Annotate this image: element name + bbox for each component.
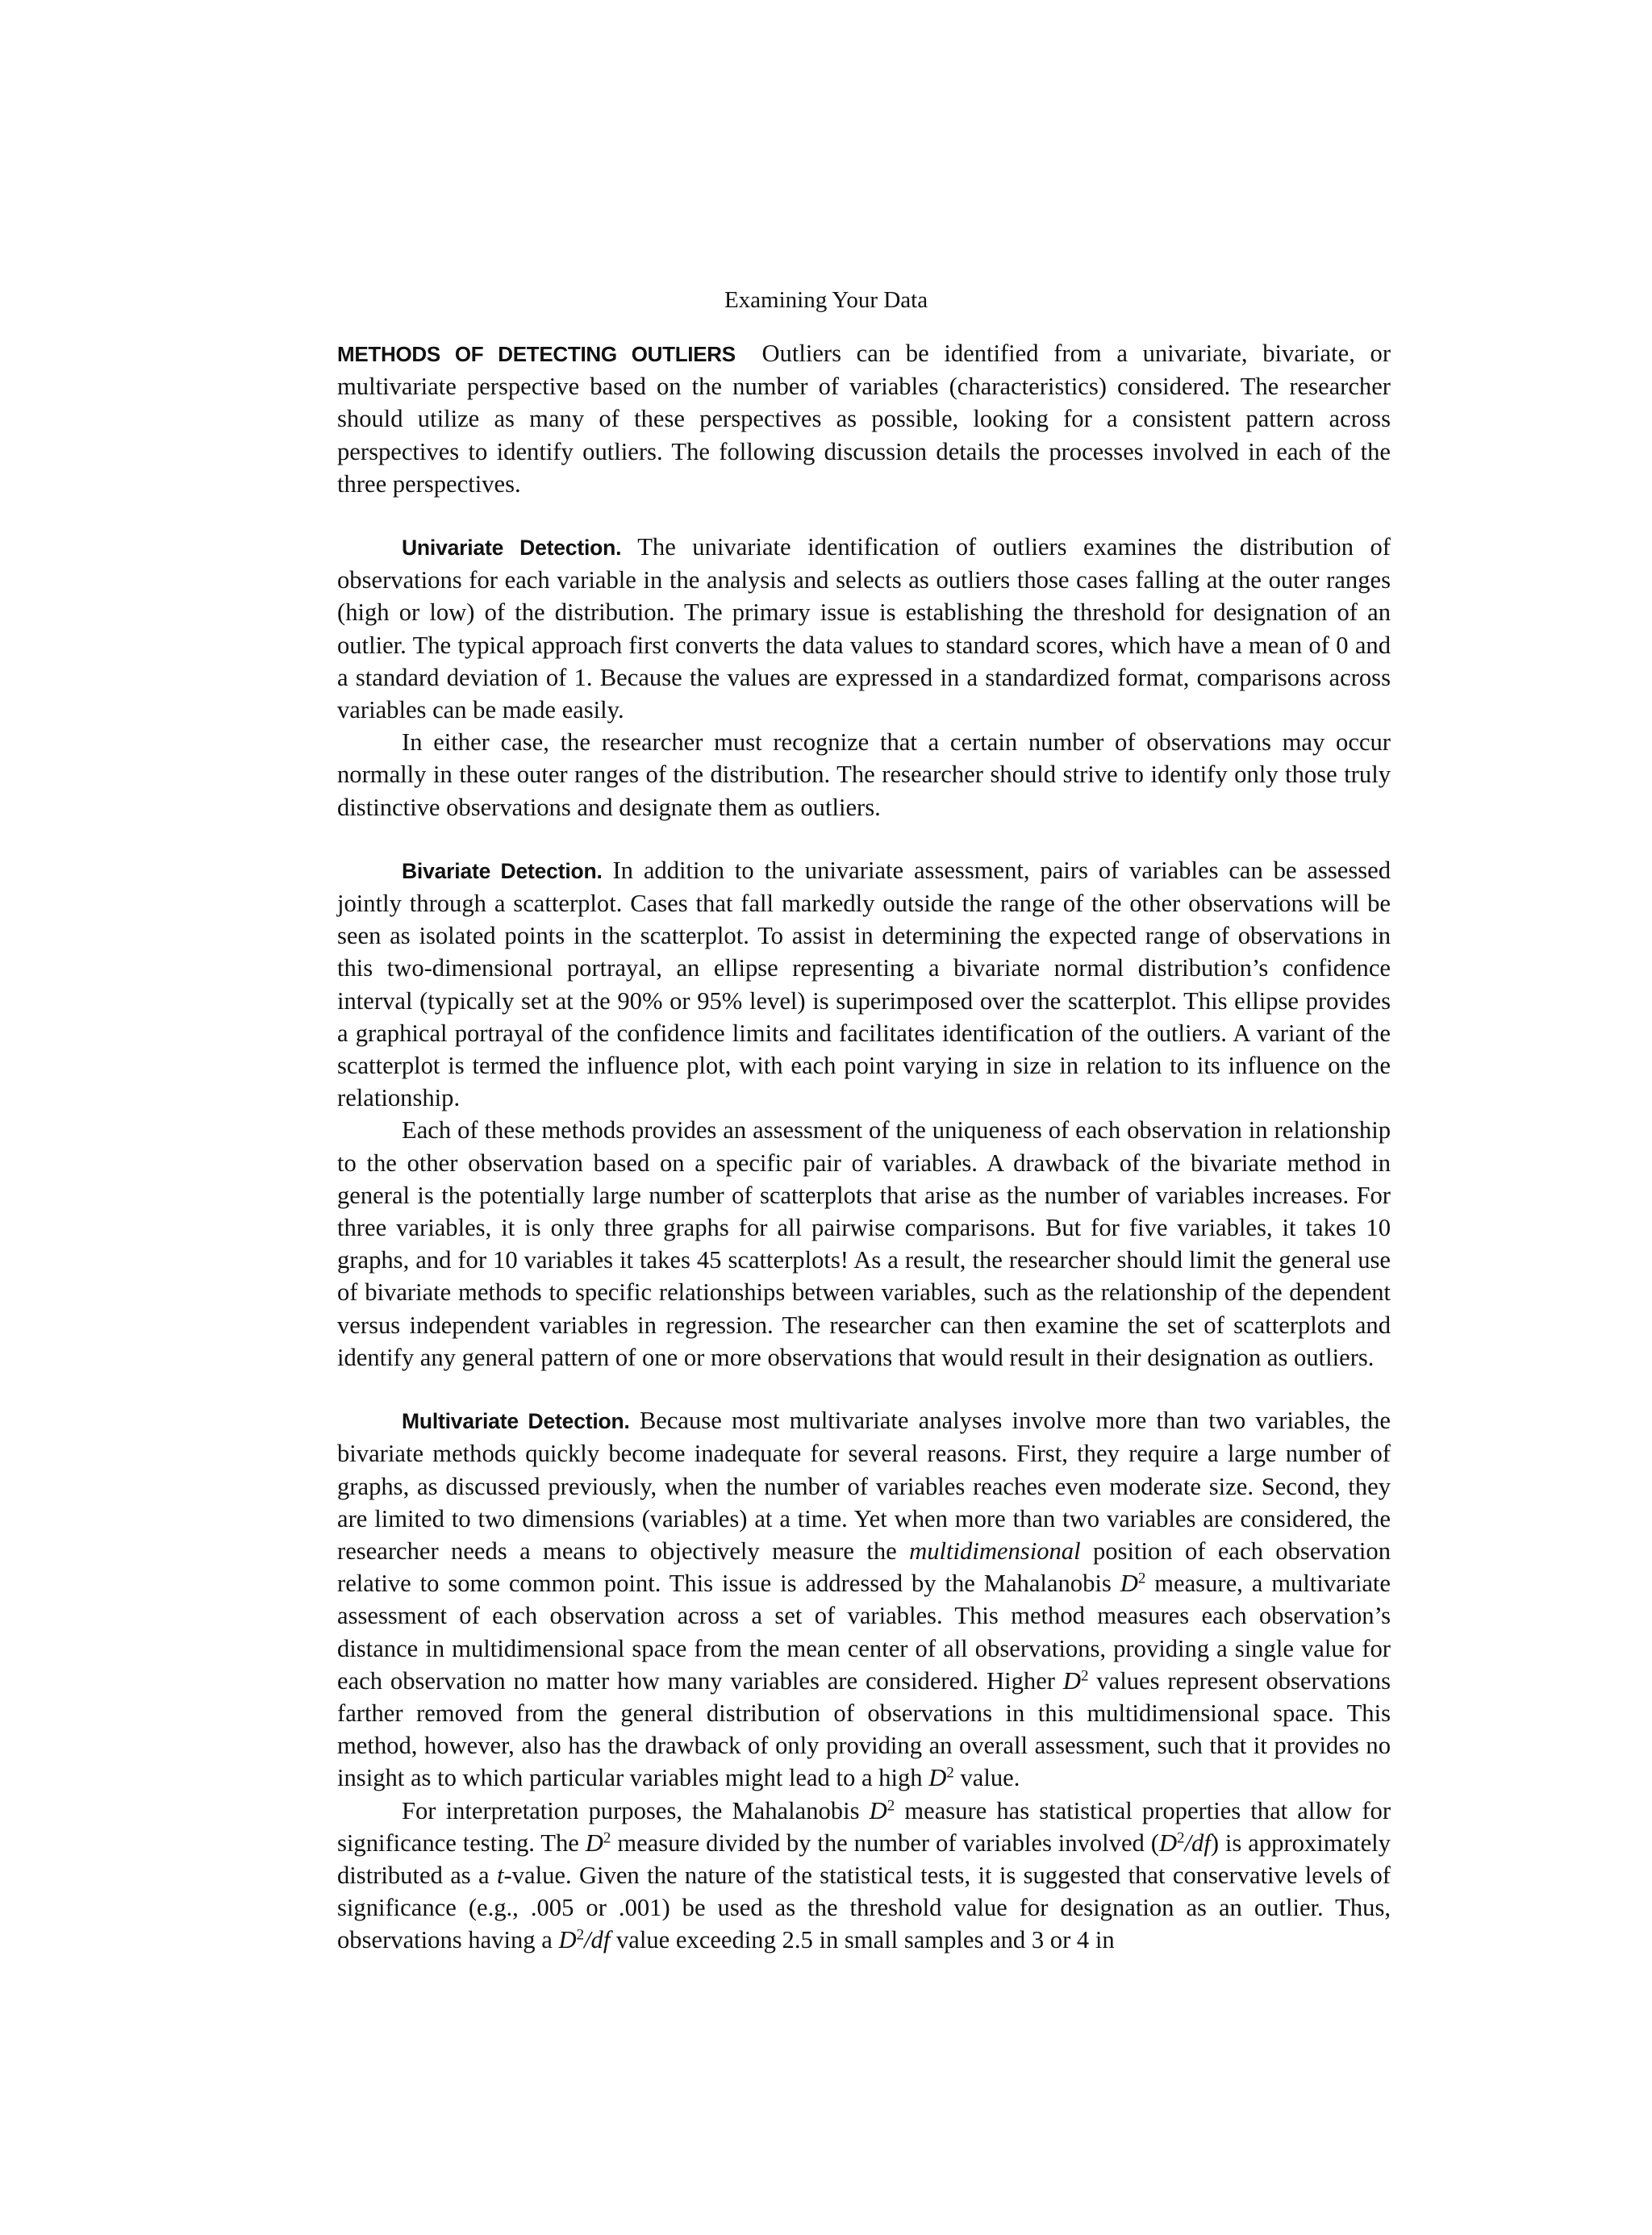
d-squared-exponent: 2 bbox=[1177, 1829, 1185, 1847]
multivariate-p2-text-a: For interpretation purposes, the Mahalanobis bbox=[402, 1796, 860, 1824]
d-squared-exponent: 2 bbox=[886, 1797, 895, 1815]
univariate-paragraph-1 bbox=[337, 531, 1391, 726]
multivariate-p2-text-f: value exceeding 2.5 in small samples and 3 or 4 in bbox=[616, 1926, 1115, 1954]
bivariate-paragraph-1 bbox=[337, 854, 1391, 1115]
subheading-bivariate: Bivariate Detection. bbox=[402, 858, 603, 883]
multivariate-text-c: measure, a multivariate assessment of each observation across a set of variables. This method measures each observation’s distance in multidimensional space from the mean center of all observations, providing a single value for each observation no matter how many variables are considered. Higher bbox=[337, 1570, 1391, 1695]
subheading-multivariate: Multivariate Detection. bbox=[402, 1409, 630, 1434]
d-squared-exponent: 2 bbox=[576, 1926, 585, 1944]
multivariate-p2-text-e: -value. Given the nature of the statistical tests, it is suggested that conservative levels of significance (e.g., .005 or .001) be used as the threshold value for designation as an outlier. Thus, observations having a bbox=[337, 1861, 1391, 1954]
d-squared-exponent: 2 bbox=[1080, 1667, 1089, 1685]
d-squared-exponent: 2 bbox=[1137, 1570, 1146, 1587]
df-symbol: /df bbox=[1184, 1828, 1211, 1857]
multivariate-p2-text-b: measure has statistical properties that allow for significance testing. The bbox=[337, 1796, 1391, 1857]
running-head: Examining Your Data bbox=[724, 287, 928, 313]
d-squared-symbol: D bbox=[1158, 1828, 1178, 1857]
multivariate-text-b: position of each observation relative to some common point. This issue is addressed by the Mahalanobis bbox=[337, 1537, 1391, 1598]
d-squared-exponent: 2 bbox=[946, 1764, 954, 1782]
multivariate-text-d: values represent observations farther removed from the general distribution of observations in this multidimensional space. This method, however, also has the drawback of only providing an overall assessment, such that it provides no insight as to which particular variables might lead to a high bbox=[337, 1666, 1391, 1792]
multivariate-p2-text-c: measure divided by the number of variables involved ( bbox=[617, 1828, 1159, 1857]
multivariate-paragraph-1 bbox=[337, 1404, 1391, 1794]
d-squared-symbol: D bbox=[558, 1926, 577, 1954]
df-symbol: /df bbox=[584, 1926, 611, 1954]
bivariate-paragraph-2: Each of these methods provides an assessment of the uniqueness of each observation in relationship to the other observation based on a specific pair of variables. A drawback of the bivariate method in general is the potentially large number of scatterplots that arise as the number of variables increases. For three variables, it is only three graphs for all pairwise comparisons. But for five variables, it takes 10 graphs, and for 10 variables it takes 45 scatterplots! As a result, the researcher should limit the general use of bivariate methods to specific relationships between variables, such as the relationship of the dependent versus independent variables in regression. The researcher can then examine the set of scatterplots and identify any general pattern of one or more observations that would result in their designation as outliers. bbox=[337, 1116, 1391, 1371]
univariate-paragraph-2: In either case, the researcher must recognize that a certain number of observations may occur normally in these outer ranges of the distribution. The researcher should strive to identify only those truly distinctive observations and designate them as outliers. bbox=[337, 728, 1391, 821]
subheading-univariate: Univariate Detection. bbox=[402, 536, 622, 561]
multivariate-text-a: Because most multivariate analyses involve more than two variables, the bivariate methods quickly become inadequate for several reasons. First, they require a large number of graphs, as discussed previously, when the number of variables reaches even moderate size. Second, they are limited to two dimensions (variables) at a time. Yet when more than two variables are considered, the researcher needs a means to objectively measure the bbox=[337, 1407, 1391, 1565]
section-heading-methods: METHODS OF DETECTING OUTLIERS bbox=[337, 342, 736, 366]
multivariate-paragraph-2 bbox=[337, 1795, 1391, 1957]
methods-paragraph bbox=[337, 337, 1391, 500]
emphasis-multidimensional: multidimensional bbox=[909, 1537, 1081, 1565]
univariate-body-1: The univariate identification of outliers examines the distribution of observations for each variable in the analysis and selects as outliers those cases falling at the outer ranges (high or low) of the distribution. The primary issue is establishing the threshold for designation of an outlier. The typical approach first converts the data values to standard scores, which have a mean of 0 and a standard deviation of 1. Because the values are expressed in a standardized format, comparisons across variables can be made easily. bbox=[337, 533, 1391, 724]
bivariate-body-1: In addition to the univariate assessment, pairs of variables can be assessed jointly through a scatterplot. Cases that fall markedly outside the range of the other observations will be seen as isolated points in the scatterplot. To assist in determining the expected range of observations in this two-dimensional portrayal, an ellipse representing a bivariate normal distribution’s confidence interval (typically set at the 90% or 95% level) is superimposed over the scatterplot. This ellipse provides a graphical portrayal of the confidence limits and facilitates identification of the outliers. A variant of the scatterplot is termed the influence plot, with each point varying in size in relation to its influence on the relationship. bbox=[337, 856, 1391, 1112]
t-symbol: t bbox=[497, 1861, 504, 1889]
multivariate-p2-text-d: ) is approximately distributed as a bbox=[337, 1828, 1391, 1889]
d-squared-symbol: D bbox=[585, 1828, 603, 1857]
d-squared-symbol: D bbox=[1120, 1570, 1138, 1598]
d-squared-symbol: D bbox=[869, 1796, 887, 1824]
multivariate-text-e: value. bbox=[960, 1764, 1020, 1792]
d-squared-symbol: D bbox=[1062, 1666, 1081, 1695]
body-text bbox=[337, 337, 1391, 1957]
d-squared-symbol: D bbox=[928, 1764, 947, 1792]
methods-body: Outliers can be identified from a univariate, bivariate, or multivariate perspective based on the number of variables (characteristics) considered. The researcher should utilize as many of these perspectives as possible, looking for a consistent pattern across perspectives to identify outliers. The following discussion details the processes involved in each of the three perspectives. bbox=[337, 340, 1391, 498]
d-squared-exponent: 2 bbox=[603, 1829, 611, 1847]
